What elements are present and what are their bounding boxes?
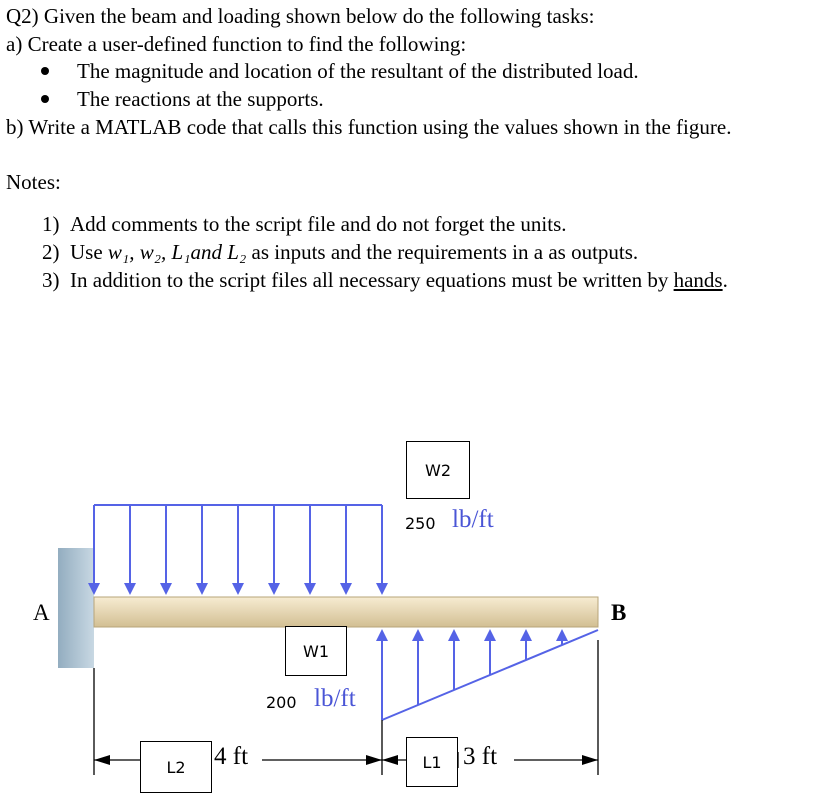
note-text: as inputs and the requirements in a as outputs. bbox=[251, 240, 639, 264]
part-a: a) Create a user-defined function to find the following: bbox=[6, 32, 467, 56]
beam bbox=[94, 597, 598, 627]
l1-label-box: L1 bbox=[406, 737, 458, 787]
l2-value: 4 ft bbox=[214, 743, 249, 770]
w1-value: 200 bbox=[266, 693, 297, 712]
l1-value: 3 ft bbox=[463, 743, 498, 770]
wall-support bbox=[58, 548, 94, 668]
note-number: 3) bbox=[42, 268, 60, 292]
triangular-load bbox=[382, 630, 598, 720]
l2-label-box: L2 bbox=[140, 741, 212, 793]
note-number: 1) bbox=[42, 212, 60, 236]
note-text: Add comments to the script file and do not forget the units. bbox=[70, 212, 567, 236]
triangular-load-arrowheads bbox=[376, 629, 568, 641]
w2-unit: lb/ft bbox=[452, 506, 494, 533]
part-b: b) Write a MATLAB code that calls this function using the values shown in the figure. bbox=[6, 115, 732, 139]
note-text: In addition to the script files all necessary equations must be written by bbox=[70, 268, 669, 292]
point-a-label: A bbox=[33, 600, 50, 625]
note-text: Use bbox=[70, 240, 103, 264]
bullet-item-reactions: The reactions at the supports. bbox=[77, 87, 324, 111]
question-title: Q2) Given the beam and loading shown below do the following tasks: bbox=[6, 4, 595, 28]
note-math: w₁, w₂, L₁and L₂ bbox=[107, 240, 247, 264]
note-underlined: hands bbox=[673, 268, 723, 292]
w1-unit: lb/ft bbox=[314, 685, 356, 712]
bullet-item-resultant: The magnitude and location of the resultant of the distributed load. bbox=[77, 59, 639, 83]
point-b-label: B bbox=[611, 600, 627, 625]
uniform-load-arrowheads bbox=[88, 583, 388, 595]
note-end: . bbox=[722, 268, 728, 292]
w2-value: 250 bbox=[405, 514, 436, 533]
uniform-load bbox=[94, 505, 382, 591]
notes-heading: Notes: bbox=[6, 170, 61, 194]
note-number: 2) bbox=[42, 240, 60, 264]
w1-label-box: W1 bbox=[285, 626, 347, 676]
w2-label-box: W2 bbox=[406, 441, 470, 499]
